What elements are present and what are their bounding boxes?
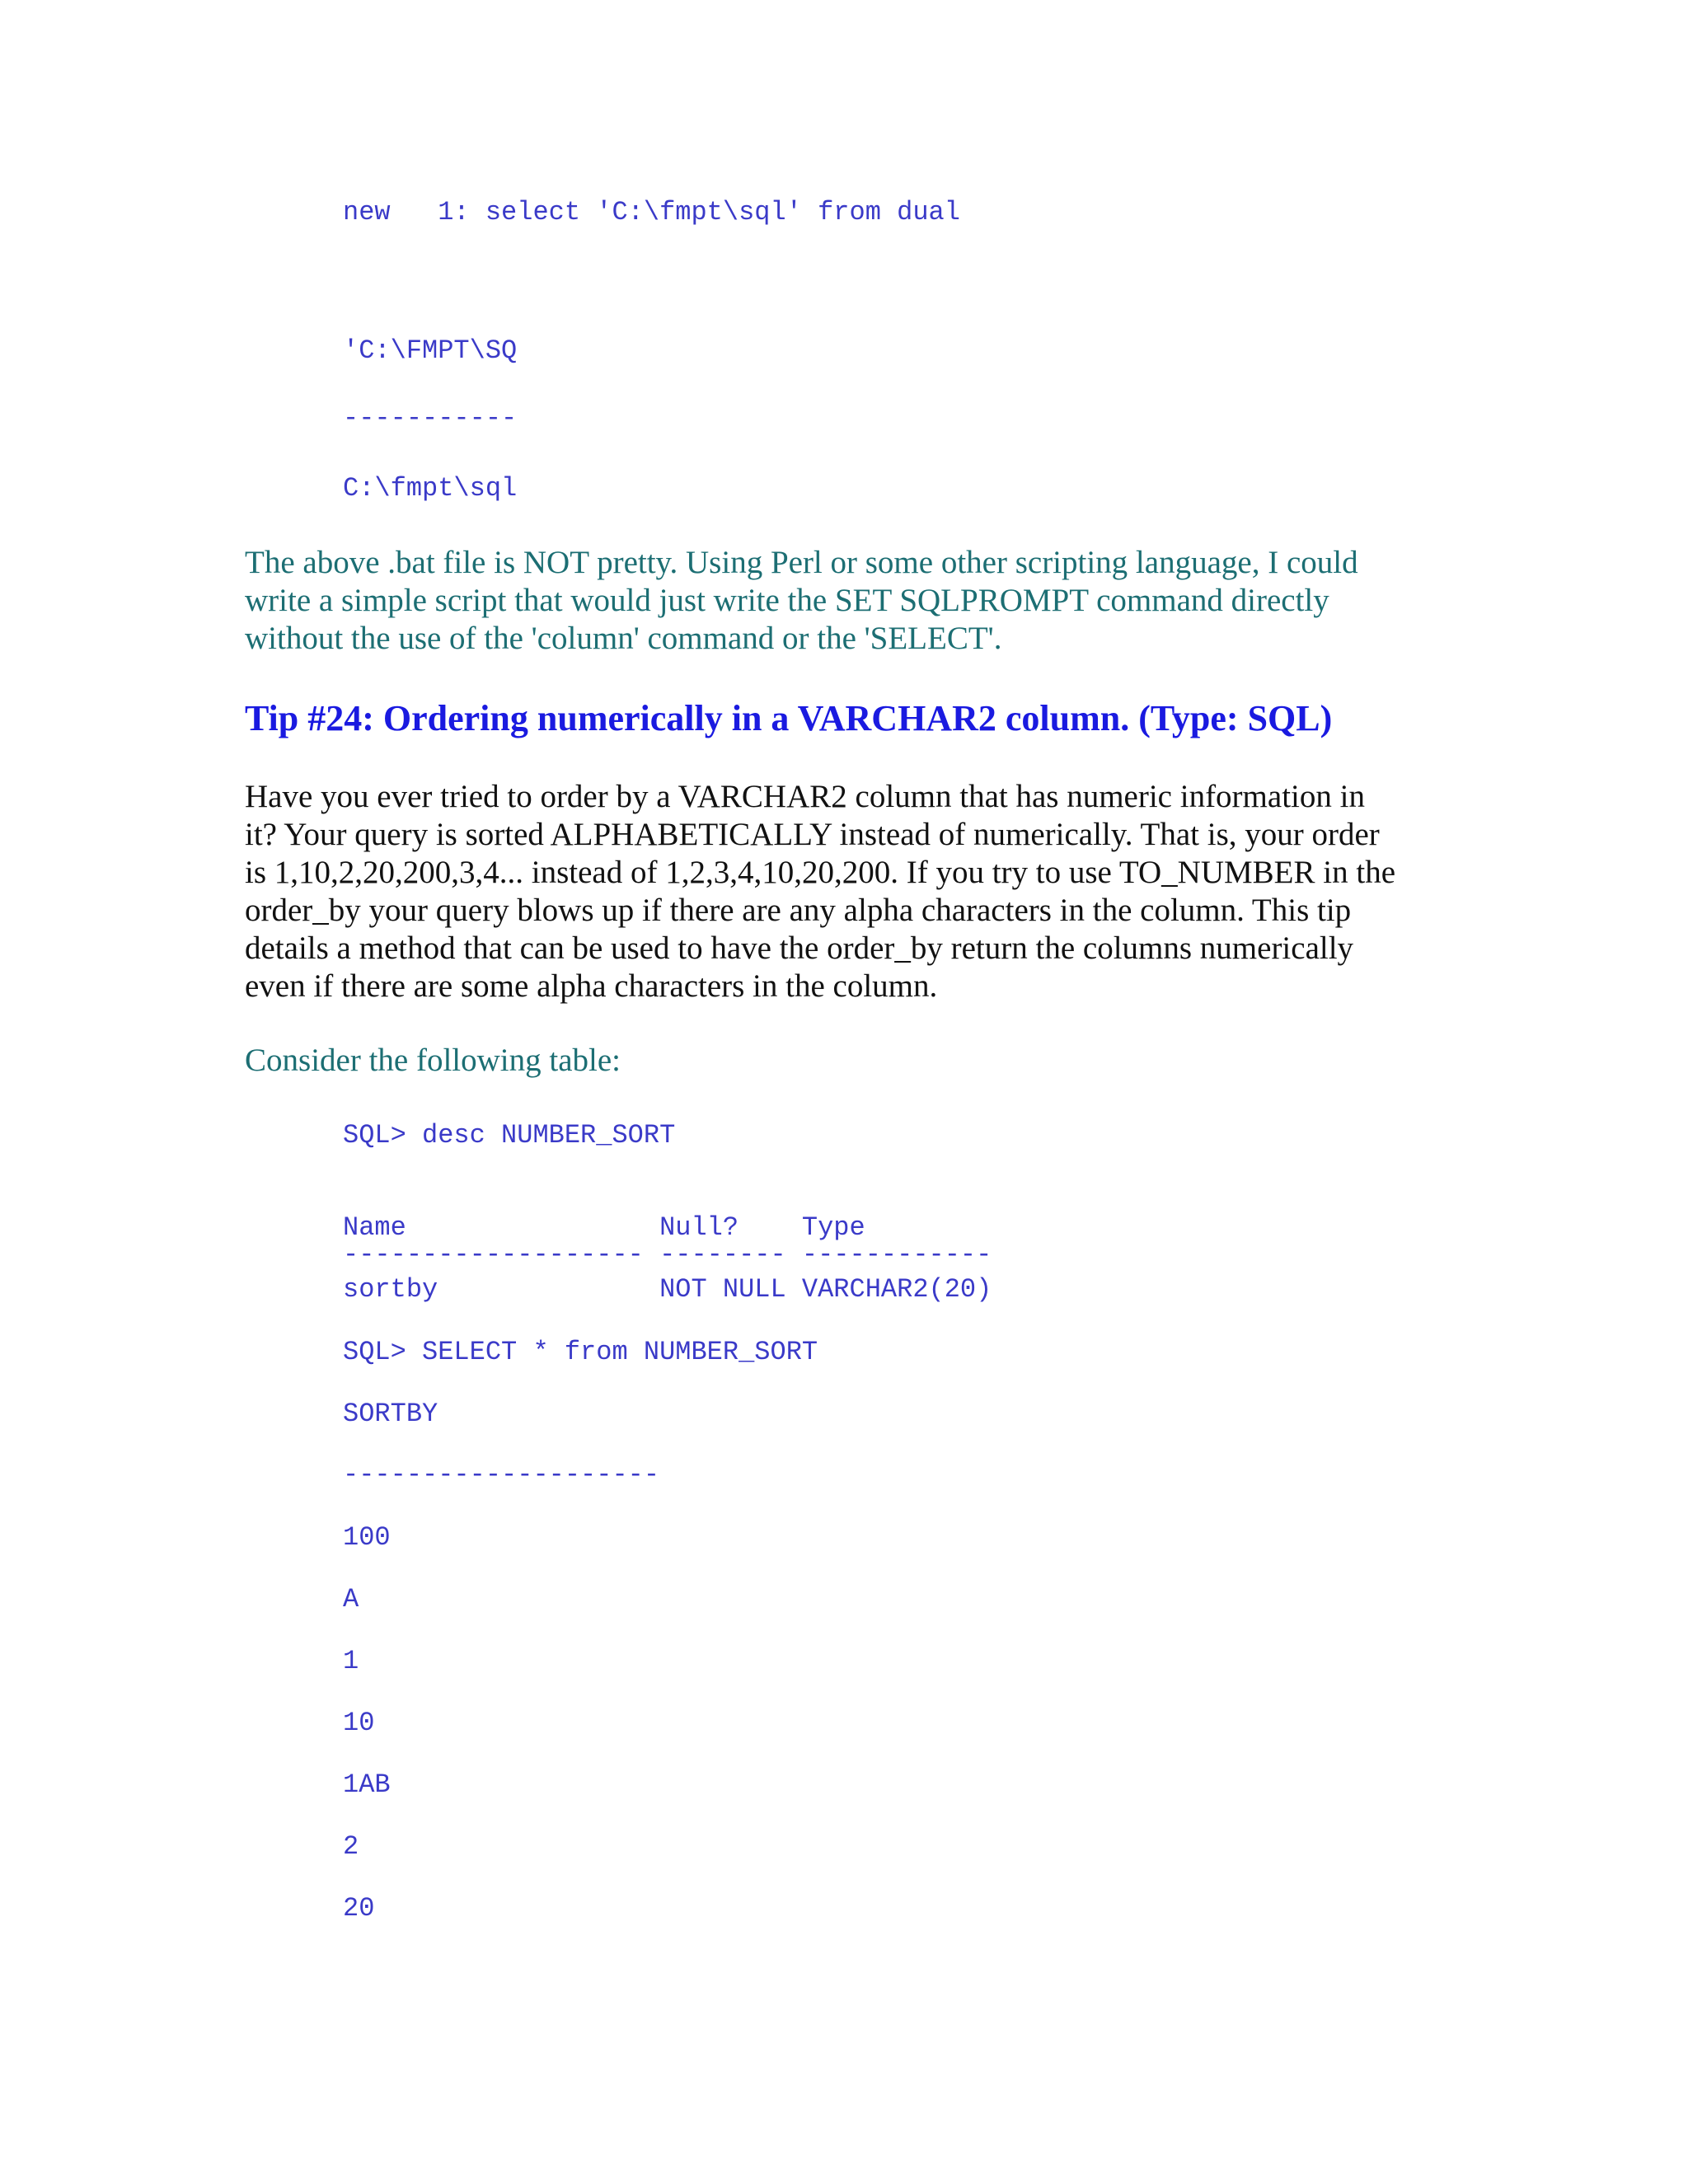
paragraph-line: it? Your query is sorted ALPHABETICALLY instead of numerically. That is, your order xyxy=(245,817,1380,852)
paragraph-line: even if there are some alpha characters in the column. xyxy=(245,968,938,1004)
result-value: A xyxy=(343,1584,359,1615)
tip-heading: Tip #24: Ordering numerically in a VARCHAR2 column. (Type: SQL) xyxy=(245,698,1333,738)
code-line-desc-command: SQL> desc NUMBER_SORT xyxy=(343,1120,676,1151)
paragraph-tip-description xyxy=(245,778,1432,1005)
paragraph-line: is 1,10,2,20,200,3,4... instead of 1,2,3,4,10,20,200. If you try to use TO_NUMBER in the xyxy=(245,855,1396,890)
code-line-result-column-underline: -------------------- xyxy=(343,1460,660,1490)
code-line-desc-header: Name Null? Type xyxy=(343,1212,865,1243)
paragraph-line: The above .bat file is NOT pretty. Using Perl or some other scripting language, I could xyxy=(245,545,1358,580)
result-value: 100 xyxy=(343,1522,391,1553)
result-value: 20 xyxy=(343,1893,375,1924)
result-value: 1 xyxy=(343,1646,359,1676)
paragraph-line: Have you ever tried to order by a VARCHAR2 column that has numeric information in xyxy=(245,779,1365,814)
paragraph-line: order_by your query blows up if there are any alpha characters in the column. This tip xyxy=(245,893,1352,928)
code-line-new-select: new 1: select 'C:\fmpt\sql' from dual xyxy=(343,197,960,227)
code-line-select-command: SQL> SELECT * from NUMBER_SORT xyxy=(343,1337,818,1367)
result-value: 10 xyxy=(343,1708,375,1738)
result-value: 1AB xyxy=(343,1769,391,1800)
paragraph-consider-table: Consider the following table: xyxy=(245,1043,621,1078)
code-line-desc-row: sortby NOT NULL VARCHAR2(20) xyxy=(343,1274,992,1305)
paragraph-bat-file-note xyxy=(245,544,1432,658)
result-value: 2 xyxy=(343,1831,359,1862)
code-line-result-value: C:\fmpt\sql xyxy=(343,473,518,504)
paragraph-line: details a method that can be used to have the order_by return the columns numerically xyxy=(245,930,1354,966)
code-line-result-column-name: SORTBY xyxy=(343,1399,438,1429)
code-line-column-heading: 'C:\FMPT\SQ xyxy=(343,335,518,366)
code-line-desc-underline: ------------------- -------- ------------ xyxy=(343,1240,992,1270)
paragraph-line: without the use of the 'column' command or the 'SELECT'. xyxy=(245,621,1002,656)
code-line-column-underline: ----------- xyxy=(343,403,518,434)
paragraph-line: write a simple script that would just write the SET SQLPROMPT command directly xyxy=(245,583,1329,618)
